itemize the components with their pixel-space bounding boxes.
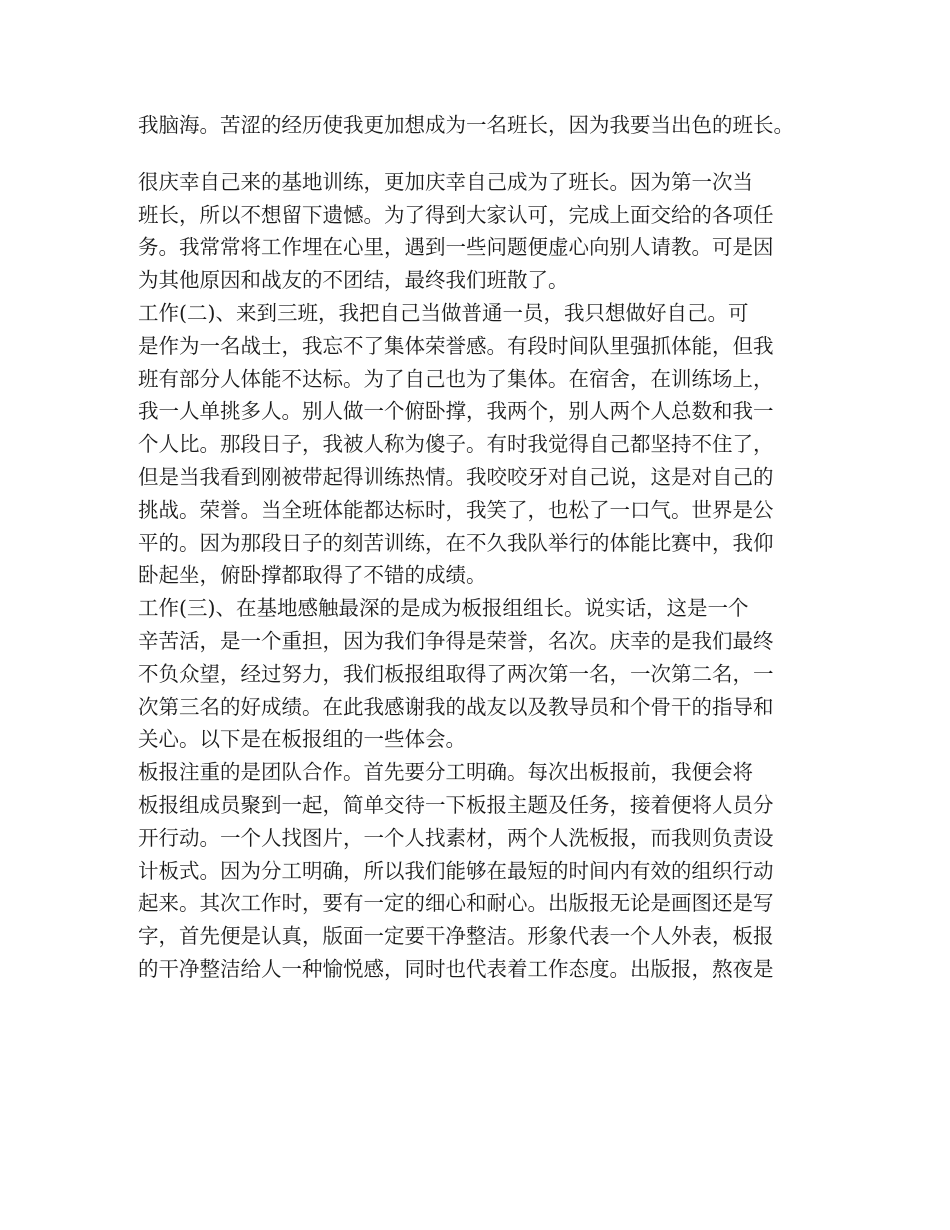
text-line: 挑战。荣誉。当全班体能都达标时，我笑了，也松了一口气。世界是公 xyxy=(138,497,774,522)
paragraph-spacer xyxy=(138,142,838,166)
document-body xyxy=(138,109,838,986)
text-line: 我一人单挑多人。别人做一个俯卧撑，我两个，别人两个人总数和我一 xyxy=(138,399,774,424)
text-line: 板报组成员聚到一起，简单交待一下板报主题及任务，接着便将人员分 xyxy=(138,792,774,817)
text-line: 工作(二)、来到三班，我把自己当做普通一员，我只想做好自己。可 xyxy=(138,300,749,325)
paragraph xyxy=(138,592,838,756)
paragraph xyxy=(138,756,838,986)
text-line: 关心。以下是在板报组的一些体会。 xyxy=(138,727,466,752)
paragraph xyxy=(138,297,838,592)
text-line: 开行动。一个人找图片，一个人找素材，两个人洗板报，而我则负责设 xyxy=(138,825,774,850)
text-line: 辛苦活，是一个重担，因为我们争得是荣誉，名次。庆幸的是我们最终 xyxy=(138,628,774,653)
text-line: 工作(三)、在基地感触最深的是成为板报组组长。说实话，这是一个 xyxy=(138,596,749,621)
text-line: 的干净整洁给人一种愉悦感，同时也代表着工作态度。出版报，熬夜是 xyxy=(138,956,774,981)
text-line: 班有部分人体能不达标。为了自己也为了集体。在宿舍，在训练场上， xyxy=(138,366,774,391)
text-line: 板报注重的是团队合作。首先要分工明确。每次出板报前，我便会将 xyxy=(138,760,753,785)
text-line: 卧起坐，俯卧撑都取得了不错的成绩。 xyxy=(138,563,487,588)
text-line: 平的。因为那段日子的刻苦训练，在不久我队举行的体能比赛中，我仰 xyxy=(138,530,774,555)
text-line: 为其他原因和战友的不团结，最终我们班散了。 xyxy=(138,268,569,293)
paragraph xyxy=(138,109,838,142)
text-line: 次第三名的好成绩。在此我感谢我的战友以及教导员和个骨干的指导和 xyxy=(138,694,774,719)
text-line: 起来。其次工作时，要有一定的细心和耐心。出版报无论是画图还是写 xyxy=(138,891,774,916)
text-line: 字，首先便是认真，版面一定要干净整洁。形象代表一个人外表，板报 xyxy=(138,924,774,949)
text-line: 不负众望，经过努力，我们板报组取得了两次第一名，一次第二名，一 xyxy=(138,661,774,686)
text-line: 个人比。那段日子，我被人称为傻子。有时我觉得自己都坚持不住了， xyxy=(138,432,774,457)
text-line: 很庆幸自己来的基地训练，更加庆幸自己成为了班长。因为第一次当 xyxy=(138,169,753,194)
text-line: 我脑海。苦涩的经历使我更加想成为一名班长，因为我要当出色的班长。 xyxy=(138,113,794,137)
text-line: 但是当我看到刚被带起得训练热情。我咬咬牙对自己说，这是对自己的 xyxy=(138,464,774,489)
text-line: 是作为一名战士，我忘不了集体荣誉感。有段时间队里强抓体能，但我 xyxy=(138,333,774,358)
paragraph xyxy=(138,166,838,297)
text-line: 务。我常常将工作埋在心里，遇到一些问题便虚心向别人请教。可是因 xyxy=(138,235,774,260)
text-line: 班长，所以不想留下遗憾。为了得到大家认可，完成上面交给的各项任 xyxy=(138,202,774,227)
text-line: 计板式。因为分工明确，所以我们能够在最短的时间内有效的组织行动 xyxy=(138,858,774,883)
